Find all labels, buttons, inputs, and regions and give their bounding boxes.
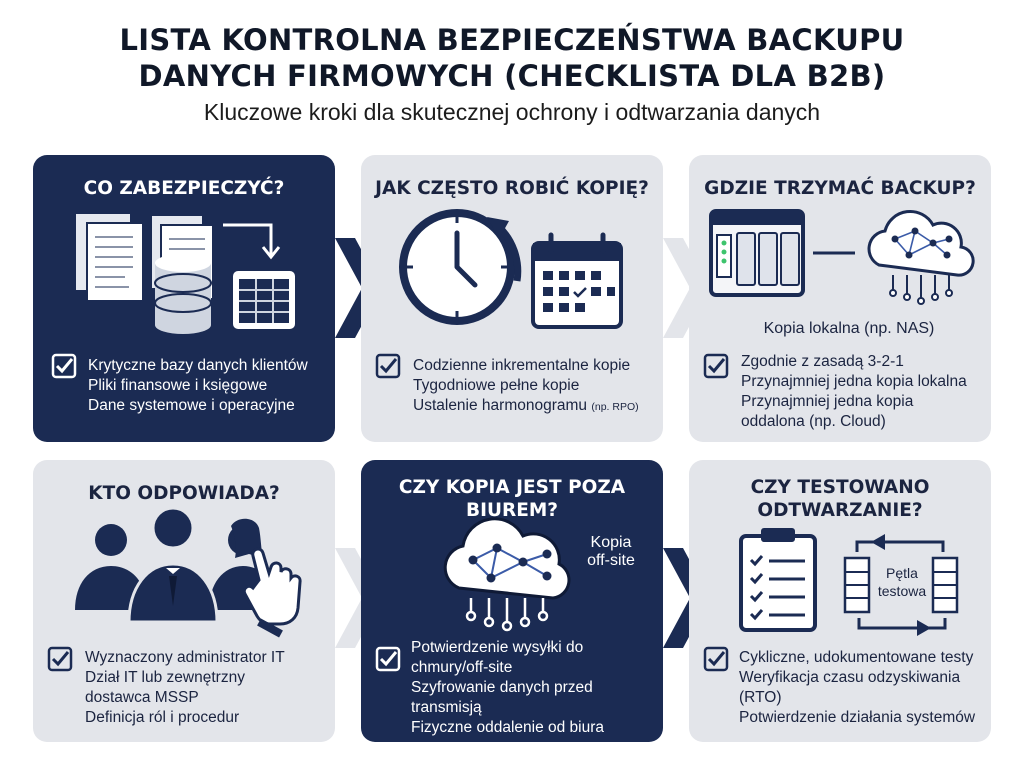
checklist-item: dostawca MSSP xyxy=(85,689,199,706)
panel-title-line-1: CZY KOPIA JEST POZA xyxy=(398,477,626,498)
panel-title: CO ZABEZPIECZYĆ? xyxy=(83,178,285,199)
panel-where-to-store xyxy=(689,155,991,442)
panel-offsite-copy xyxy=(361,460,663,742)
panel-title-line-2: ODTWARZANIE? xyxy=(757,500,923,521)
checklist-item xyxy=(413,396,639,417)
panel-title: JAK CZĘSTO ROBIĆ KOPIĘ? xyxy=(375,178,649,199)
cloud-network-icon xyxy=(869,211,973,304)
calendar-icon xyxy=(533,235,621,327)
checklist-item: Cykliczne, udokumentowane testy xyxy=(739,649,974,666)
checkbox-icon xyxy=(47,646,73,672)
checklist-item: Krytyczne bazy danych klientów xyxy=(88,357,308,374)
spreadsheet-icon xyxy=(233,271,295,329)
offsite-caption xyxy=(571,534,651,570)
checklist xyxy=(413,356,639,417)
storage-caption: Kopia lokalna (np. NAS) xyxy=(763,320,935,337)
checklist xyxy=(88,356,308,416)
checklist xyxy=(85,648,285,728)
loop-caption-line-2: testowa xyxy=(877,583,927,599)
team-icon xyxy=(75,508,277,622)
checklist xyxy=(741,352,967,432)
arrow-down-icon xyxy=(223,225,279,257)
checkbox-icon xyxy=(51,353,77,379)
checklist-item: (RTO) xyxy=(739,689,782,706)
checklist-item: Definicja ról i procedur xyxy=(85,709,240,726)
database-icon xyxy=(155,254,211,334)
checklist-item: Fizyczne oddalenie od biura xyxy=(411,719,605,736)
checklist-item: Weryfikacja czasu odzyskiwania xyxy=(739,669,961,686)
checkbox-icon xyxy=(375,353,401,379)
title-line-1: LISTA KONTROLNA BEZPIECZEŃSTWA BACKUPU xyxy=(119,23,905,57)
checklist xyxy=(411,638,604,738)
checklist-item: oddalona (np. Cloud) xyxy=(741,413,886,430)
checklist-item: Szyfrowanie danych przed xyxy=(411,679,593,696)
checklist-item: Wyznaczony administrator IT xyxy=(85,649,285,666)
nas-icon xyxy=(711,211,803,295)
subtitle: Kluczowe kroki dla skutecznej ochrony i odtwarzania danych xyxy=(203,99,821,125)
checklist-item: Dane systemowe i operacyjne xyxy=(88,397,295,414)
title-line-2: DANYCH FIRMOWYCH (CHECKLISTA DLA B2B) xyxy=(138,59,886,93)
offsite-caption-line-2: off-site xyxy=(587,552,635,569)
checklist-item-text: Ustalenie harmonogramu xyxy=(413,397,588,414)
checklist-item: chmury/off-site xyxy=(411,659,513,676)
checklist-item: transmisją xyxy=(411,699,482,716)
panel-how-often xyxy=(361,155,663,442)
offsite-caption-line-1: Kopia xyxy=(590,534,632,551)
panel-title: KTO ODPOWIADA? xyxy=(88,483,280,504)
panel-title-line-2: BIUREM? xyxy=(465,500,559,521)
checkbox-icon xyxy=(703,646,729,672)
checklist xyxy=(739,648,975,728)
checklist-item: Pliki finansowe i księgowe xyxy=(88,377,268,394)
checklist-item: Przynajmniej jedna kopia xyxy=(741,393,914,410)
checklist-item: Codzienne inkrementalne kopie xyxy=(413,357,631,374)
panel-who-is-responsible xyxy=(33,460,335,742)
panel-title-line-1: CZY TESTOWANO xyxy=(750,477,930,498)
checklist-item: Potwierdzenie działania systemów xyxy=(739,709,976,726)
checkbox-icon xyxy=(375,646,401,672)
panel-what-to-protect xyxy=(33,155,335,442)
checkbox-icon xyxy=(703,353,729,379)
checklist-item: Przynajmniej jedna kopia lokalna xyxy=(741,373,967,390)
panel-restore-testing xyxy=(689,460,991,742)
checklist-item: Potwierdzenie wysyłki do xyxy=(411,639,584,656)
loop-caption xyxy=(867,564,937,600)
checklist-item-note: (np. RPO) xyxy=(591,401,639,413)
pointing-hand-icon xyxy=(244,549,300,634)
panel-title: GDZIE TRZYMAĆ BACKUP? xyxy=(704,178,976,199)
checklist-item: Zgodnie z zasadą 3-2-1 xyxy=(741,353,904,370)
clock-icon xyxy=(403,213,518,321)
clipboard-checklist-icon xyxy=(741,528,815,630)
cloud-network-icon xyxy=(445,519,569,630)
checklist-item: Tygodniowe pełne kopie xyxy=(413,377,580,394)
checklist-item: Dział IT lub zewnętrzny xyxy=(85,669,245,686)
loop-caption-line-1: Pętla xyxy=(886,565,918,581)
